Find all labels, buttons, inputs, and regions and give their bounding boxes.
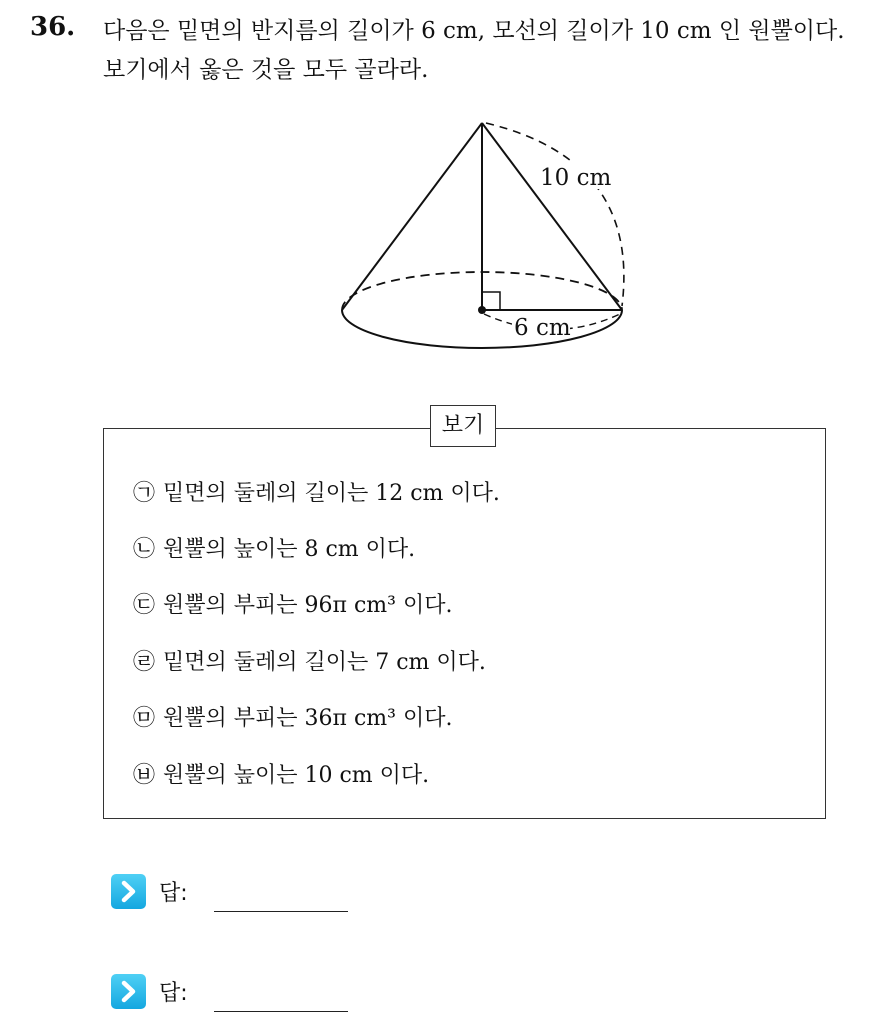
cone-left-side xyxy=(342,123,482,310)
option-text: 밑면의 둘레의 길이는 12 cm 이다. xyxy=(163,481,500,506)
answer-blank[interactable] xyxy=(214,1011,348,1012)
bogi-option xyxy=(133,761,429,791)
cone-base-front xyxy=(342,310,622,348)
base-center-point xyxy=(478,306,486,314)
bogi-option xyxy=(133,535,415,565)
option-marker: ㉡ xyxy=(133,537,156,562)
option-marker: ㉠ xyxy=(133,481,156,506)
option-marker: ㉥ xyxy=(133,763,156,788)
option-text: 원뿔의 부피는 96π cm³ 이다. xyxy=(163,593,453,618)
option-marker: ㉤ xyxy=(133,706,156,731)
chevron-right-icon xyxy=(111,874,146,909)
cone-figure xyxy=(330,110,640,360)
option-text: 원뿔의 높이는 8 cm 이다. xyxy=(163,537,416,562)
option-text: 원뿔의 부피는 36π cm³ 이다. xyxy=(163,706,453,731)
bogi-title: 보기 xyxy=(430,405,496,447)
option-text: 원뿔의 높이는 10 cm 이다. xyxy=(163,763,430,788)
option-marker: ㉢ xyxy=(133,593,156,618)
slant-dimension-arc xyxy=(486,123,624,306)
answer-label: 답: xyxy=(159,981,188,1006)
cone-right-side xyxy=(482,123,622,310)
answer-blank[interactable] xyxy=(214,911,348,912)
bogi-option xyxy=(133,704,452,734)
cone-diagram xyxy=(330,110,640,360)
radius-label: 6 cm xyxy=(514,315,571,341)
bogi-option xyxy=(133,479,500,509)
option-marker: ㉣ xyxy=(133,650,156,675)
chevron-right-icon xyxy=(111,974,146,1009)
option-text: 밑면의 둘레의 길이는 7 cm 이다. xyxy=(163,650,486,675)
bogi-option xyxy=(133,591,452,621)
answer-label: 답: xyxy=(159,881,188,906)
question-text: 다음은 밑면의 반지름의 길이가 6 cm, 모선의 길이가 10 cm 인 원뿔이다. 보기에서 옳은 것을 모두 골라라. xyxy=(103,18,845,83)
slant-length-label: 10 cm xyxy=(540,165,612,191)
bogi-option xyxy=(133,648,486,678)
question-number: 36. xyxy=(30,12,76,42)
